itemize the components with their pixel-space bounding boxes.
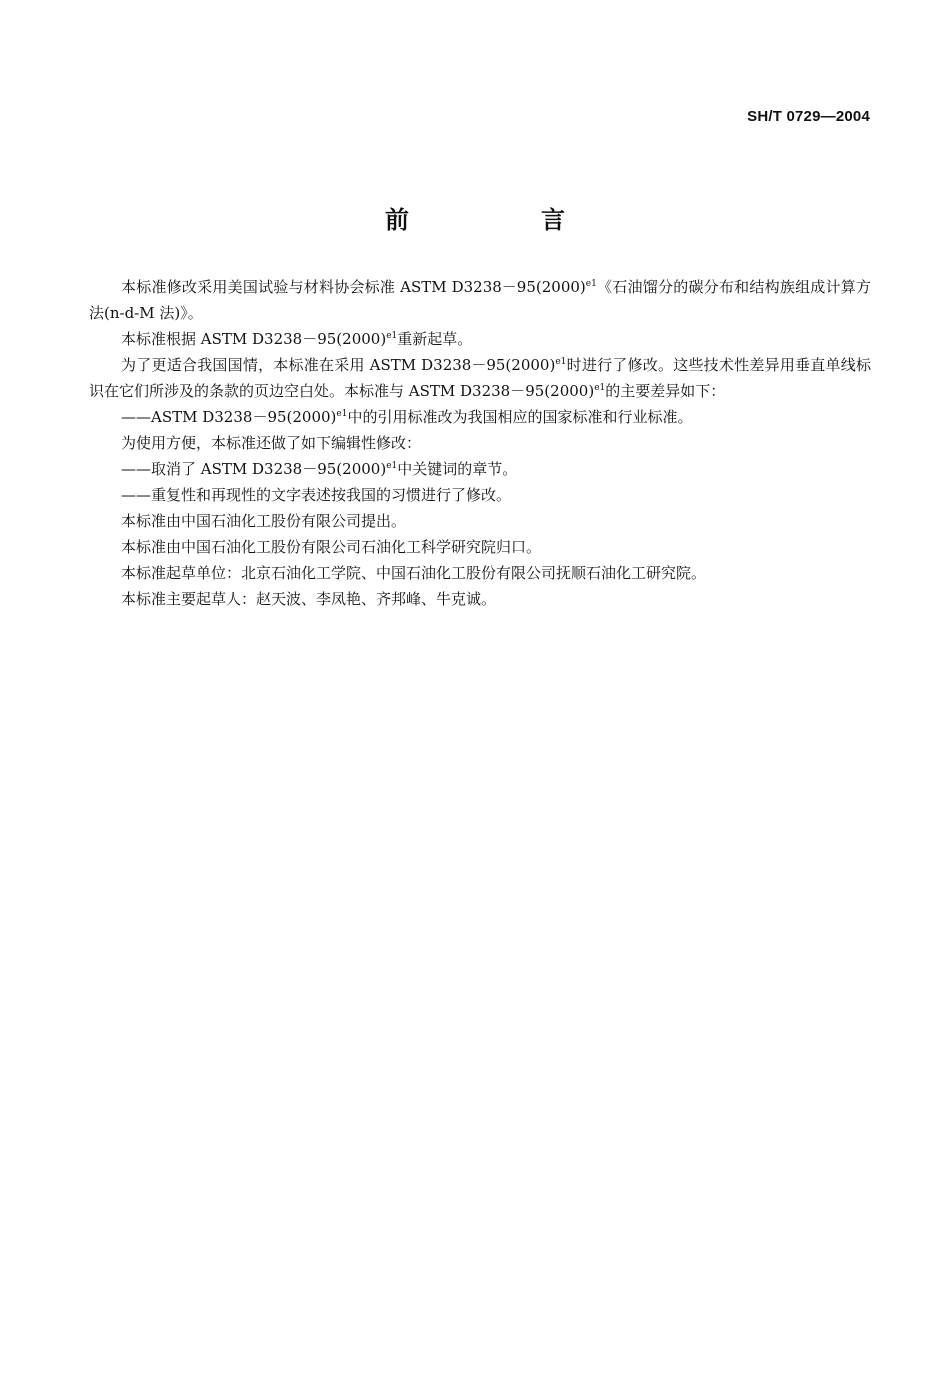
paragraph-text: 中的引用标准改为我国相应的国家标准和行业标准。 [347,408,693,426]
superscript: e1 [555,357,567,367]
paragraph-drafting-basis [89,326,871,352]
paragraph-centralized: 本标准由中国石油化工股份有限公司石油化工科学研究院归口。 [121,538,542,556]
paragraph-text: 为了更适合我国国情，本标准在采用 ASTM D3238－95(2000) [121,356,556,374]
dash-item-references [89,404,871,430]
paragraph-proposer: 本标准由中国石油化工股份有限公司提出。 [121,512,407,530]
paragraph-adoption [89,274,871,326]
dash-item-keywords [89,456,871,482]
foreword-body [89,274,871,612]
paragraph-text: ——取消了 ASTM D3238－95(2000) [121,460,387,478]
paragraph-text: 中关键词的章节。 [397,460,518,478]
paragraph-editorial: 为使用方便，本标准还做了如下编辑性修改： [121,434,422,452]
superscript: e1 [336,409,348,419]
paragraph-text: 时进行了修改。这些技术性差异用垂直单线标识在它们所涉及的条款的页边空白处。本标准与 ASTM D3238－95(2000) [89,356,871,400]
paragraph-drafting-units: 本标准起草单位：北京石油化工学院、中国石油化工股份有限公司抚顺石油化工研究院。 [121,564,707,582]
dash-item-precision: ——重复性和再现性的文字表述按我国的习惯进行了修改。 [121,486,512,504]
page-title: 前 言 [385,206,619,234]
superscript: e1 [386,331,398,341]
superscript: e1 [386,461,398,471]
paragraph-drafters: 本标准主要起草人：赵天波、李凤艳、齐邦峰、牛克诚。 [121,590,497,608]
paragraph-text: 本标准修改采用美国试验与材料协会标准 ASTM D3238－95(2000) [121,278,586,296]
paragraph-modifications [89,352,871,404]
paragraph-text: 的主要差异如下： [605,382,726,400]
standard-code: SH/T 0729—2004 [747,108,870,125]
superscript: e1 [594,383,606,393]
paragraph-text: ——ASTM D3238－95(2000) [121,408,337,426]
superscript: e1 [585,279,597,289]
paragraph-text: 本标准根据 ASTM D3238－95(2000) [121,330,387,348]
paragraph-text: 《石油馏分的碳分布和结构族组成计算方法(n-d-M 法)》。 [89,278,871,322]
paragraph-text: 重新起草。 [397,330,473,348]
